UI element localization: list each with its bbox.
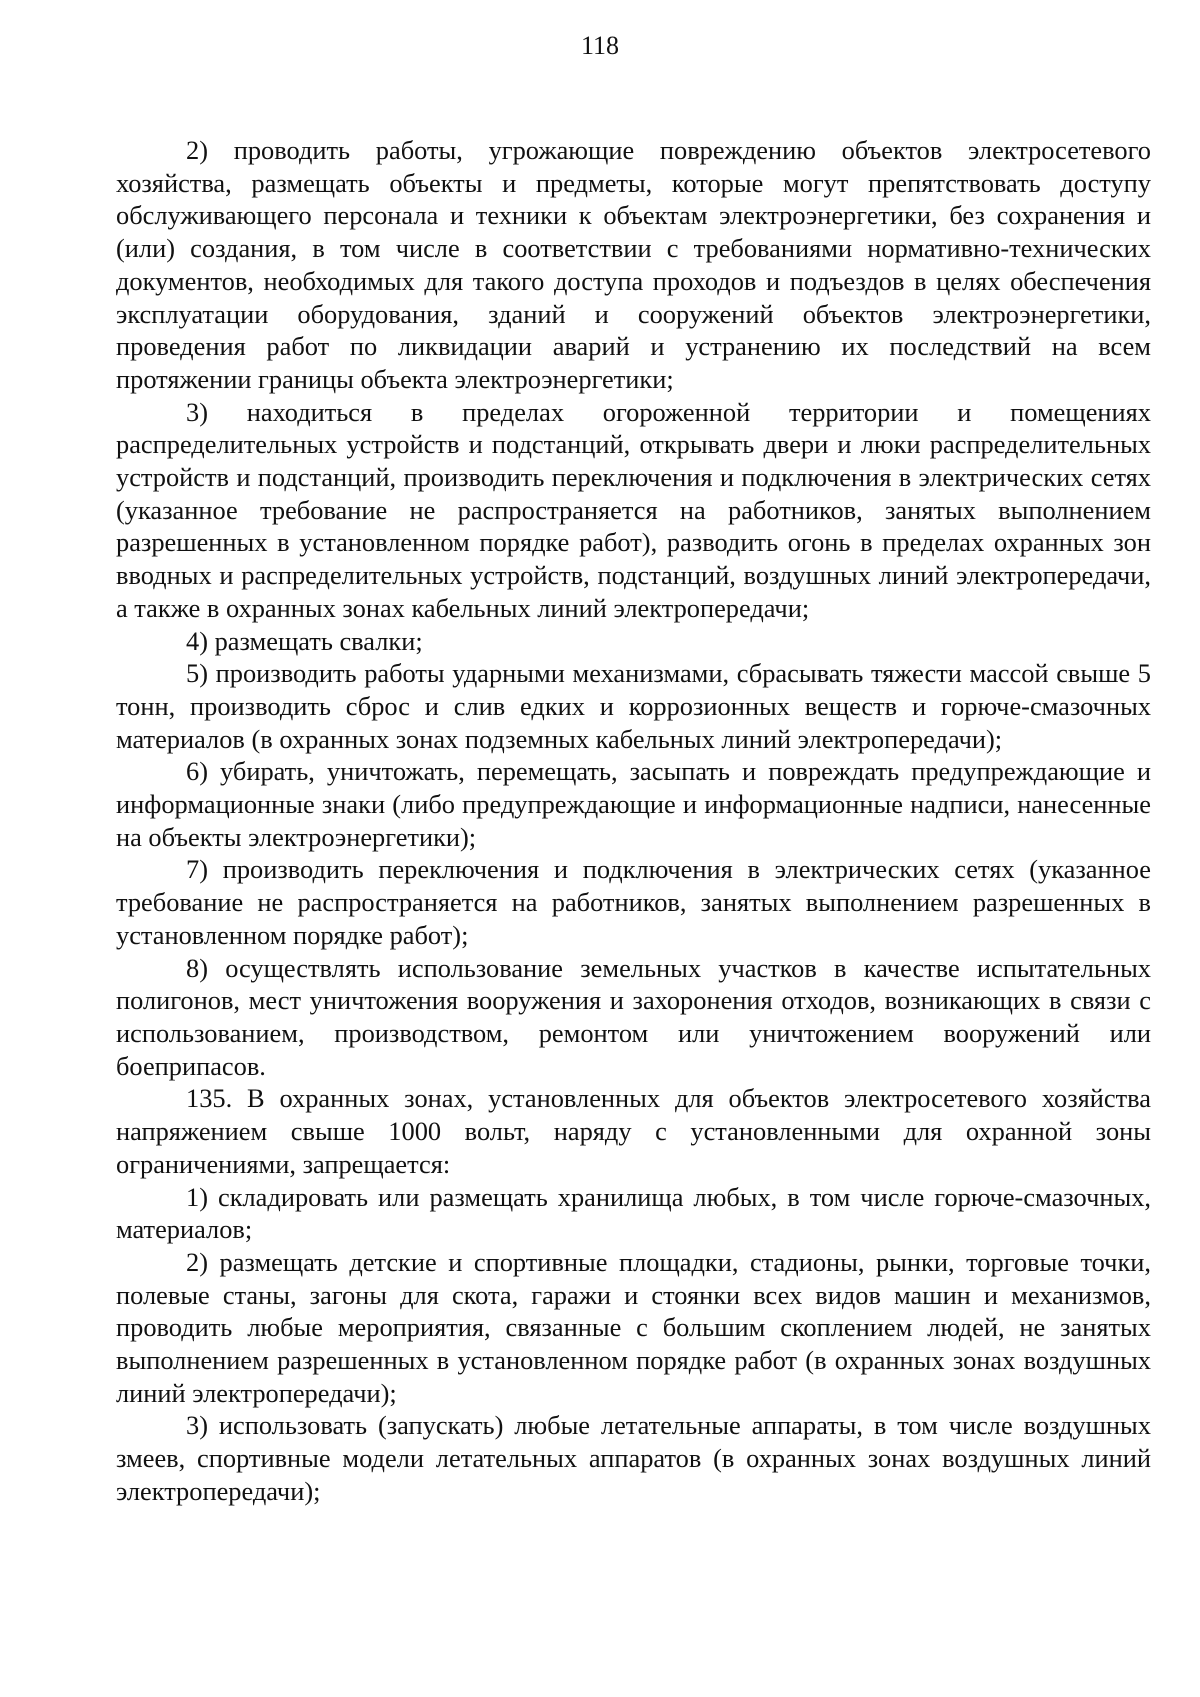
paragraph-item-6-signs: 6) убирать, уничтожать, перемещать, засыпать и повреждать предупреждающие и информационные знаки (либо предупреждающие и информационные надписи, нанесенные на объекты электроэнергетики); [116,756,1151,852]
paragraph-clause-135: 135. В охранных зонах, установленных для объектов электросетевого хозяйства напряжением свыше 1000 вольт, наряду с установленными для охранной зоны ограничениями, запрещается: [116,1083,1151,1179]
paragraph-item-8-land-use: 8) осуществлять использование земельных участков в качестве испытательных полигонов, мест уничтожения вооружения и захоронения отходов, возникающих в связи с использованием, производством, ремонтом или уничтожением вооружений или боеприпасов. [116,952,1151,1081]
paragraph-item-5-impact-works: 5) производить работы ударными механизмами, сбрасывать тяжести массой свыше 5 тонн, производить сброс и слив едких и коррозионных веществ и горюче-смазочных материалов (в охранных зонах подземных кабельных линий электропередачи); [116,658,1151,754]
document-body [116,134,1151,1508]
paragraph-item-2-works: 2) проводить работы, угрожающие повреждению объектов электросетевого хозяйства, размещать объекты и предметы, которые могут препятствовать доступу обслуживающего персонала и техники к объектам электроэнергетики, без сохранения и (или) создания, в том числе в соответствии с требованиями нормативно-технических документов, необходимых для такого доступа проходов и подъездов в целях обеспечения эксплуатации оборудования, зданий и сооружений объектов электроэнергетики, проведения работ по ликвидации аварий и устранению их последствий на всем протяжении границы объекта электроэнергетики; [116,135,1151,394]
page-number: 118 [580,31,620,60]
paragraph-item-3-aircraft: 3) использовать (запускать) любые летательные аппараты, в том числе воздушных змеев, спортивные модели летательных аппаратов (в охранных зонах воздушных линий электропередачи); [116,1410,1151,1506]
paragraph-item-4-dumps: 4) размещать свалки; [186,625,423,656]
paragraph-item-7-switching: 7) производить переключения и подключения в электрических сетях (указанное требование не распространяется на работников, занятых выполнением разрешенных в установленном порядке работ); [116,854,1151,950]
paragraph-item-3-switchgear: 3) находиться в пределах огороженной территории и помещениях распределительных устройств и подстанций, открывать двери и люки распределительных устройств и подстанций, производить переключения и подключения в электрических сетях (указанное требование не распространяется на работников, занятых выполнением разрешенных в установленном порядке работ), разводить огонь в пределах охранных зон вводных и распределительных устройств, подстанций, воздушных линий электропередачи, а также в охранных зонах кабельных линий электропередачи; [116,396,1151,623]
paragraph-item-2-playgrounds: 2) размещать детские и спортивные площадки, стадионы, рынки, торговые точки, полевые станы, загоны для скота, гаражи и стоянки всех видов машин и механизмов, проводить любые мероприятия, связанные с большим скоплением людей, не занятых выполнением разрешенных в установленном порядке работ (в охранных зонах воздушных линий электропередачи); [116,1246,1151,1408]
paragraph-item-1-storage: 1) складировать или размещать хранилища любых, в том числе горюче-смазочных, материалов; [116,1181,1151,1245]
